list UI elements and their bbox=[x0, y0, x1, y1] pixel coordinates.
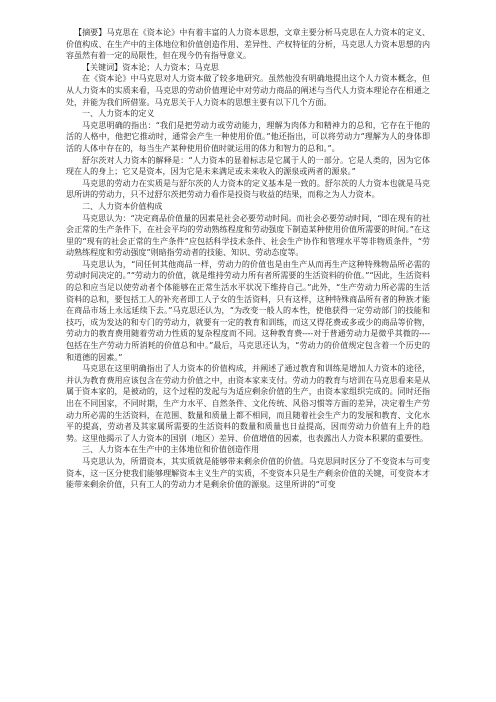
body-paragraph: 马克思的劳动力在实质是与舒尔茨的人力资本的定义基本是一致的。舒尔茨的人力资本也就是马克思所讲的劳动力，只不过舒尔茨把劳动力看作是投资与收益的结果，而称之为人力资本。 bbox=[66, 178, 430, 200]
keywords-line: 【关键词】资本论；人力资本；马克思 bbox=[82, 62, 219, 72]
body-paragraph: 马克思认为，所谓资本，其实质就是能够带来剩余价值的价值。马克思同时区分了不变资本与可变资本，这一区分使我们能够理解资本主义生产的实质，不变资本只是生产剩余价值的关键，可变资本才能带来剩余价值，只有工人的劳动力才是剩余价值的源泉。这里所讲的“可变 bbox=[66, 456, 430, 490]
section-heading: 三、人力资本在生产中的主体地位和价值创造作用 bbox=[82, 445, 260, 455]
section-heading: 一、人力资本的定义 bbox=[82, 109, 155, 119]
body-paragraph: 马克思在这里明确指出了人力资本的价值构成，并阐述了通过教育和训练是增加人力资本的途径，并认为教育费用应该包含在劳动力价值之中，由资本家来支付。劳动力的教育与培训在马克思看来是从属于资本家的，是被动的，这个过程的发起与为适应剩余价值的生产，由资本家组织完成的。同时还指出在不同国家，不同时期，生产力水平、自然条件、文化传统、风俗习惯等方面的差异，决定着生产劳动力所必需的生活资料，在范围、数量和质量上都不相同，而且随着社会生产力的发展和教育、文化水平的提高，劳动者及其家属所需要的生活资料的数量和质量也日益提高，因而劳动力价值有上升的趋势。这里他揭示了人力资本的国别（地区）差异、价值增值的因素，也表露出人力资本积累的重要性。 bbox=[66, 364, 430, 443]
body-paragraph: 马克思认为，“同任何其他商品一样，劳动力的价值也是由生产从而再生产这种特殊物品所必需的劳动时间决定的。”“劳动力的价值，就是维持劳动力所有者所需要的生活资料的价值。”“因此，生活资料的总和应当足以使劳动者个体能够在正常生活水平状况下维持自己。”此外，“生产劳动力所必需的生活资料的总和，要包括工人的补充者即工人子女的生活资料，只有这样，这种特殊商品所有者的种族才能在商品市场上永远延续下去。”马克思还认为，“为改变一般人的本性，使他获得一定劳动部门的技能和技巧，成为发达的和专门的劳动力，就要有一定的教育和训练，而这又得花费或多或少的商品等价物，劳动力的教育费用随着劳动力性质的复杂程度而不同。这种教育费----对于普通劳动力是微乎其微的----包括在生产劳动力所消耗的价值总和中。”最后，马克思还认为，“劳动力的价值规定包含着一个历史的和道德的因素。” bbox=[66, 259, 430, 362]
section-heading: 二、人力资本价值构成 bbox=[82, 201, 163, 211]
body-paragraph: 在《资本论》中马克思对人力资本做了较多地研究。虽然他没有明确地提出这个人力资本概念，但从人力资本的实质来看，马克思的劳动价值理论中对劳动力商品的阐述与当代人力资本理论存在相通之处，并能为我们所借鉴。马克思关于人力资本的思想主要有以下几个方面。 bbox=[66, 74, 430, 107]
abstract-paragraph: 【摘要】马克思在《资本论》中有着丰富的人力资本思想，文章主要分析马克思在人力资本的定义、价值构成、在生产中的主体地位和价值创造作用、差异性、产权特征的分析，马克思人力资本思想的内容虽然有着一定的局限性，但在现今仍有指导意义。 bbox=[66, 28, 430, 61]
body-paragraph: 舒尔茨对人力资本的解释是：“人力资本的显着标志是它属于人的一部分。它是人类的，因为它体现在人的身上；它又是资本，因为它是未来满足或未来收入的源泉或两者的源泉。” bbox=[66, 155, 430, 177]
body-paragraph: 马克思明确的指出：“我们是把劳动力或劳动能力，理解为肉体力和精神力的总和，它存在于他的活的人格中，他把它推动时，通常会产生一种使用价值。”他还指出，可以将劳动力“理解为人的身体即活的人体中存在的，每当生产某种使用价值时就运用的体力和智力的总和。”。 bbox=[66, 120, 430, 153]
body-paragraph: 马克思认为：“决定商品价值量的因素是社会必要劳动时间。而社会必要劳动时间，“即在现有的社会正常的生产条件下，在社会平均的劳动熟练程度和劳动强度下制造某种使用价值所需要的时间。”在这里的“现有的社会正常的生产条件”应包括科学技术条件、社会生产协作和管理水平等非物质条件，“劳动熟练程度和劳动强度”则暗指劳动者的技能、知识、劳动态度等。 bbox=[66, 213, 430, 258]
